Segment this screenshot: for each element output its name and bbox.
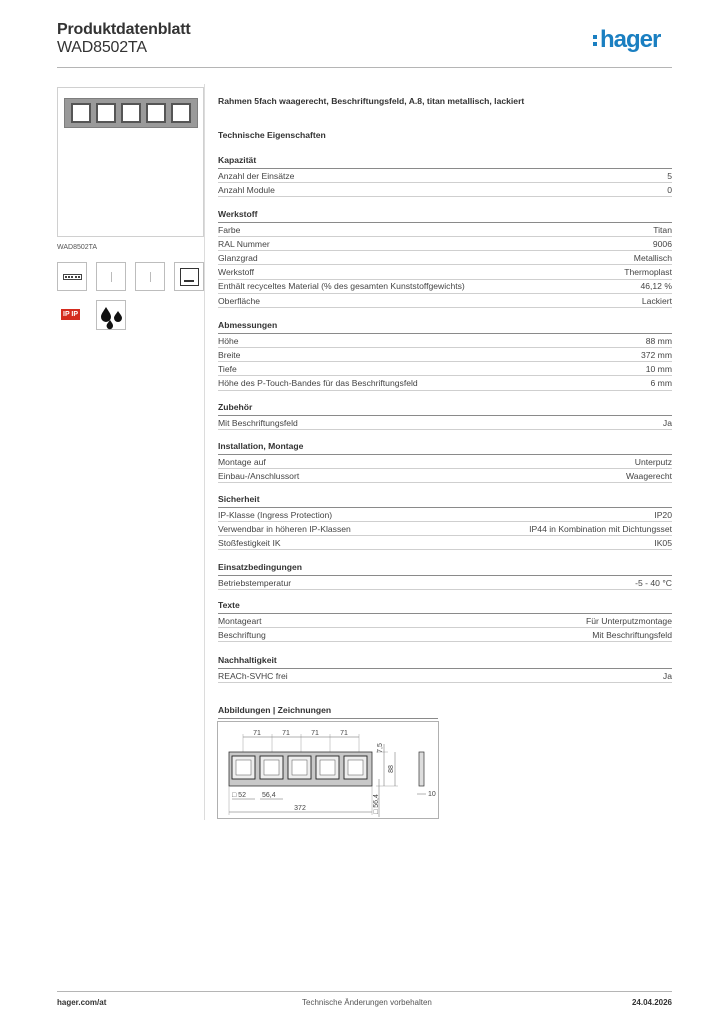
product-image-caption: WAD8502TA: [57, 244, 98, 251]
property-value: IP20: [654, 509, 672, 520]
hager-logo: [593, 26, 660, 54]
property-value: Titan: [653, 224, 672, 235]
property-row: [218, 469, 672, 483]
property-label: Stoßfestigkeit IK: [218, 537, 281, 548]
ip-class-icon: [57, 300, 87, 330]
property-label: RAL Nummer: [218, 238, 270, 249]
property-label: Glanzgrad: [218, 252, 258, 263]
property-label: Anzahl der Einsätze: [218, 170, 295, 181]
property-row: [218, 377, 672, 391]
property-label: Werkstoff: [218, 267, 254, 278]
logo-dots-icon: [593, 32, 598, 49]
dimension-drawing: [218, 722, 440, 820]
property-label: Tiefe: [218, 363, 237, 374]
property-label: Oberfläche: [218, 295, 261, 306]
property-value: IK05: [654, 537, 672, 548]
property-row: [218, 280, 672, 294]
label-field-icon: [174, 262, 204, 291]
property-row: [218, 455, 672, 469]
property-value: Metallisch: [633, 252, 672, 263]
drawings-title: Abbildungen | Zeichnungen: [218, 705, 438, 719]
property-value: Thermoplast: [624, 267, 672, 278]
feature-icons-row: [57, 262, 204, 291]
section-title: Abmessungen: [218, 320, 672, 334]
property-row: [218, 362, 672, 376]
dim-7-5: 7,5: [377, 743, 384, 753]
footer-website[interactable]: hager.com/at: [57, 998, 107, 1007]
property-label: Breite: [218, 349, 241, 360]
property-value: Mit Beschriftungsfeld: [592, 629, 672, 640]
product-description: Rahmen 5fach waagerecht, Beschriftungsfeld, A.8, titan metallisch, lackiert: [218, 96, 525, 106]
property-row: [218, 614, 672, 628]
section-title: Texte: [218, 600, 672, 614]
property-row: [218, 508, 672, 522]
header-title: Produktdatenblatt: [57, 21, 191, 38]
property-value: -5 - 40 °C: [635, 577, 672, 588]
section-title: Einsatzbedingungen: [218, 562, 672, 576]
property-value: 0: [667, 184, 672, 195]
section-title: Zubehör: [218, 402, 672, 416]
property-value: Ja: [662, 417, 672, 428]
section-title: Sicherheit: [218, 494, 672, 508]
property-row: [218, 294, 672, 308]
dim-88: 88: [388, 765, 395, 773]
property-value: Ja: [662, 670, 672, 681]
property-row: [218, 416, 672, 430]
switch-rocker-icon: [96, 262, 126, 291]
product-image: [57, 87, 204, 237]
logo-text: hager: [600, 26, 661, 53]
property-label: IP-Klasse (Ingress Protection): [218, 509, 333, 520]
section-title: Installation, Montage: [218, 441, 672, 455]
ip-badge: IP IP: [63, 311, 79, 318]
property-row: [218, 669, 672, 683]
property-row: [218, 169, 672, 183]
property-label: Beschriftung: [218, 629, 266, 640]
property-label: Höhe des P-Touch-Bandes für das Beschriftungsfeld: [218, 378, 418, 389]
property-row: [218, 348, 672, 362]
property-value: Unterputz: [634, 456, 672, 467]
property-label: Farbe: [218, 224, 241, 235]
property-value: 9006: [652, 238, 672, 249]
switch-rocker-icon: [135, 262, 165, 291]
property-row: [218, 223, 672, 237]
property-row: [218, 266, 672, 280]
property-row: [218, 183, 672, 197]
property-label: Enthält recyceltes Material (% des gesamten Kunststoffgewichts): [218, 281, 465, 292]
property-value: 372 mm: [640, 349, 672, 360]
property-value: Lackiert: [641, 295, 672, 306]
property-label: Montage auf: [218, 456, 266, 467]
property-label: Betriebstemperatur: [218, 577, 292, 588]
property-value: IP44 in Kombination mit Dichtungsset: [529, 523, 672, 534]
footer-date: 24.04.2026: [631, 998, 672, 1007]
property-row: [218, 522, 672, 536]
property-row: [218, 576, 672, 590]
section-title: Werkstoff: [218, 209, 672, 223]
property-row: [218, 237, 672, 251]
property-row: [218, 251, 672, 265]
header-divider: [57, 67, 672, 68]
dim-top-2: 71: [282, 730, 290, 737]
property-value: 6 mm: [650, 378, 672, 389]
dim-top-3: 71: [311, 730, 319, 737]
property-value: 5: [667, 170, 672, 181]
property-value: 46,12 %: [640, 281, 672, 292]
property-label: Verwendbar in höheren IP-Klassen: [218, 523, 351, 534]
property-row: [218, 334, 672, 348]
technical-properties-heading: Technische Eigenschaften: [218, 130, 326, 140]
dim-top-1: 71: [253, 730, 261, 737]
property-label: REACh-SVHC frei: [218, 670, 288, 681]
property-value: Waagerecht: [625, 470, 672, 481]
dim-52: □ 52: [232, 792, 246, 799]
frame-thumbnail-icon: [64, 98, 198, 128]
property-value: 10 mm: [645, 363, 672, 374]
property-value: 88 mm: [645, 335, 672, 346]
header-product-code: WAD8502TA: [57, 39, 147, 56]
property-label: Anzahl Module: [218, 184, 275, 195]
technical-drawing: [217, 721, 439, 819]
footer-disclaimer: Technische Änderungen vorbehalten: [302, 998, 432, 1007]
section-title: Nachhaltigkeit: [218, 655, 672, 669]
water-drops-icon: [96, 300, 126, 330]
section-title: Kapazität: [218, 155, 672, 169]
dim-10: 10: [428, 791, 436, 798]
property-label: Montageart: [218, 615, 262, 626]
property-row: [218, 628, 672, 642]
frame-outline-icon: [57, 262, 87, 291]
property-label: Höhe: [218, 335, 239, 346]
dim-56-4: 56,4: [262, 792, 276, 799]
property-label: Einbau-/Anschlussort: [218, 470, 300, 481]
feature-icons-row-2: [57, 300, 126, 330]
property-label: Mit Beschriftungsfeld: [218, 417, 298, 428]
dim-372: 372: [294, 805, 306, 812]
column-divider: [204, 84, 205, 820]
property-row: [218, 536, 672, 550]
dim-top-4: 71: [340, 730, 348, 737]
property-value: Für Unterputzmontage: [586, 615, 672, 626]
dim-56-4-vertical: □ 56,4: [373, 794, 380, 814]
footer-divider: [57, 991, 672, 992]
